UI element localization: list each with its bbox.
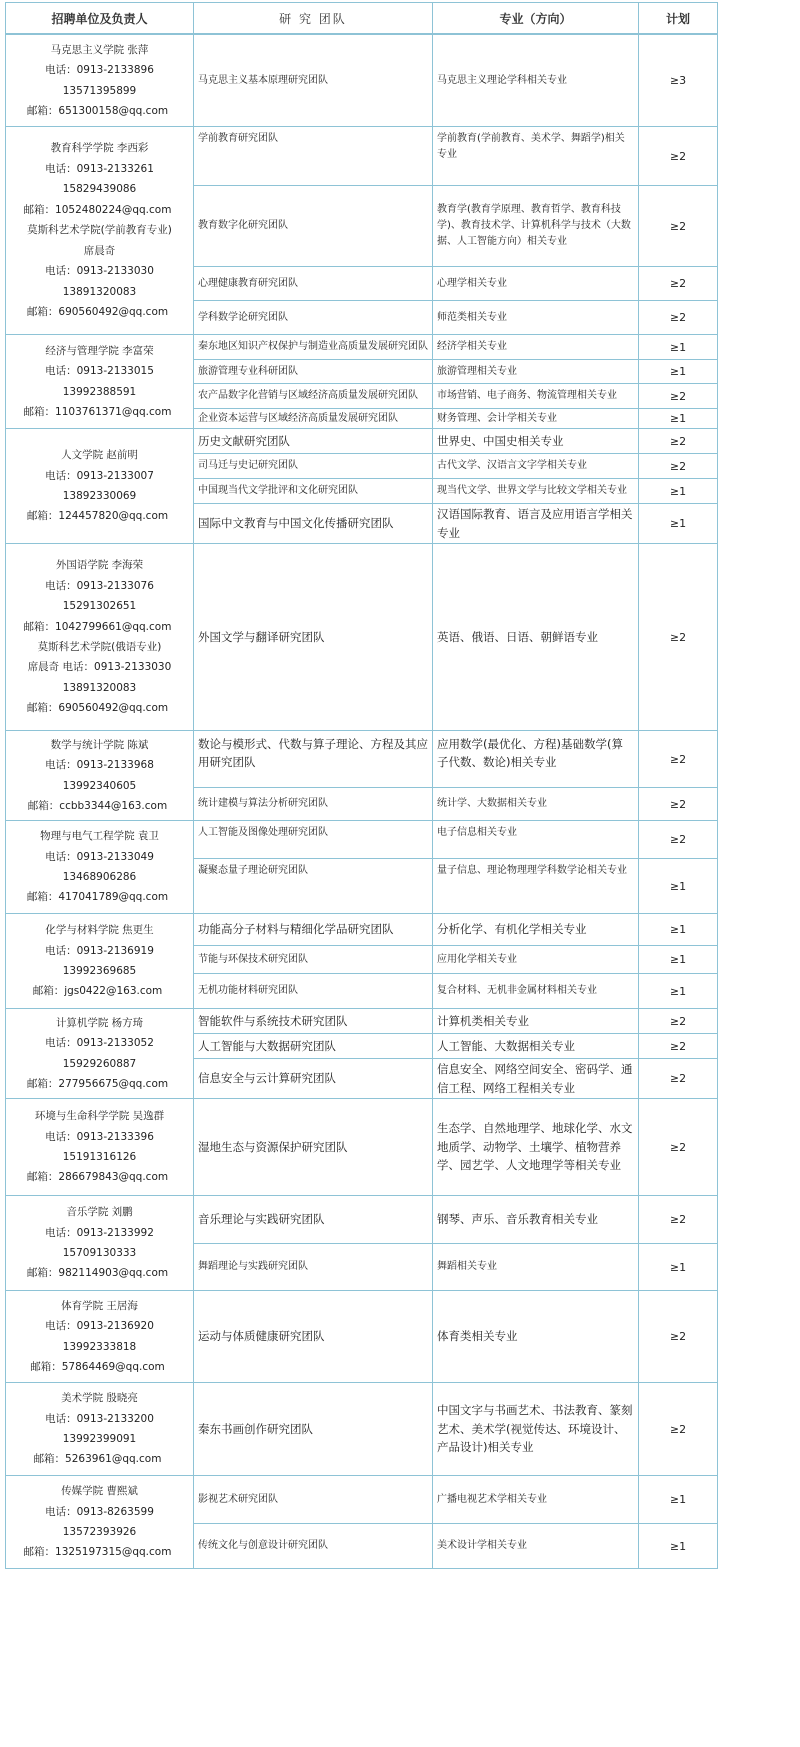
plan-cell: ≥1 bbox=[638, 1523, 718, 1569]
major-cell: 马克思主义理论学科相关专业 bbox=[432, 34, 639, 127]
unit-line: 电话：0913-2133076 bbox=[45, 579, 154, 592]
team-cell: 无机功能材料研究团队 bbox=[193, 973, 433, 1009]
plan-cell: ≥2 bbox=[638, 1058, 718, 1099]
major-cell: 学前教育(学前教育、美术学、舞蹈学)相关专业 bbox=[432, 126, 639, 186]
major-cell: 分析化学、有机化学相关专业 bbox=[432, 913, 639, 946]
unit-line: 15709130333 bbox=[62, 1247, 137, 1259]
unit-email: 邮箱：651300158@qq.com bbox=[26, 104, 169, 117]
unit-name: 环境与生命科学学院 吴逸群 bbox=[34, 1110, 165, 1123]
unit-name: 音乐学院 刘鹏 bbox=[66, 1206, 133, 1219]
team-cell: 外国文学与翻译研究团队 bbox=[193, 543, 433, 731]
plan-cell: ≥1 bbox=[638, 858, 718, 914]
unit-line: 13891320083 bbox=[62, 681, 137, 694]
major-cell: 信息安全、网络空间安全、密码学、通信工程、网络工程相关专业 bbox=[432, 1058, 639, 1099]
major-cell: 市场营销、电子商务、物流管理相关专业 bbox=[432, 383, 639, 409]
major-cell: 体育类相关专业 bbox=[432, 1290, 639, 1383]
unit-email: 邮箱：124457820@qq.com bbox=[26, 510, 169, 523]
team-cell: 统计建模与算法分析研究团队 bbox=[193, 787, 433, 821]
plan-cell: ≥1 bbox=[638, 973, 718, 1009]
unit-line: 电话：0913-2136919 bbox=[45, 944, 154, 957]
plan-cell: ≥1 bbox=[638, 478, 718, 504]
unit-cell bbox=[5, 126, 194, 335]
plan-cell: ≥2 bbox=[638, 787, 718, 821]
unit-email: 邮箱：1103761371@qq.com bbox=[23, 405, 172, 418]
team-cell: 农产品数字化营销与区域经济高质量发展研究团队 bbox=[193, 383, 433, 409]
unit-line: 13992333818 bbox=[62, 1340, 137, 1353]
unit-line: 电话：0913-2133052 bbox=[45, 1037, 154, 1050]
plan-cell: ≥2 bbox=[638, 266, 718, 301]
plan-cell: ≥1 bbox=[638, 503, 718, 544]
unit-cell bbox=[5, 1098, 194, 1196]
team-cell: 历史文献研究团队 bbox=[193, 428, 433, 454]
plan-cell: ≥2 bbox=[638, 1033, 718, 1059]
major-cell: 计算机类相关专业 bbox=[432, 1008, 639, 1034]
team-cell: 数论与模形式、代数与算子理论、方程及其应用研究团队 bbox=[193, 730, 433, 788]
unit-cell bbox=[5, 334, 194, 429]
team-cell: 影视艺术研究团队 bbox=[193, 1475, 433, 1524]
plan-cell: ≥2 bbox=[638, 543, 718, 731]
team-cell: 心理健康教育研究团队 bbox=[193, 266, 433, 301]
unit-email: 邮箱：57864469@qq.com bbox=[30, 1360, 165, 1373]
plan-cell: ≥2 bbox=[638, 453, 718, 479]
unit-line: 13892330069 bbox=[62, 490, 137, 502]
plan-cell: ≥2 bbox=[638, 1195, 718, 1244]
major-cell: 钢琴、声乐、音乐教育相关专业 bbox=[432, 1195, 639, 1244]
plan-cell: ≥1 bbox=[638, 408, 718, 429]
unit-line: 13891320083 bbox=[62, 285, 137, 298]
team-cell: 音乐理论与实践研究团队 bbox=[193, 1195, 433, 1244]
unit-line: 13992369685 bbox=[62, 965, 137, 977]
unit-cell bbox=[5, 34, 194, 127]
unit-line: 13992388591 bbox=[62, 385, 137, 398]
unit-line: 15829439086 bbox=[62, 183, 137, 196]
team-cell: 国际中文教育与中国文化传播研究团队 bbox=[193, 503, 433, 544]
unit-cell bbox=[5, 820, 194, 914]
major-cell: 财务管理、会计学相关专业 bbox=[432, 408, 639, 429]
team-cell: 运动与体质健康研究团队 bbox=[193, 1290, 433, 1383]
unit-cell bbox=[5, 913, 194, 1009]
unit-email: 邮箱：286679843@qq.com bbox=[26, 1171, 169, 1184]
unit-name: 数学与统计学院 陈斌 bbox=[50, 738, 149, 751]
major-cell: 美术设计学相关专业 bbox=[432, 1523, 639, 1569]
unit-name: 外国语学院 李海荣 bbox=[55, 559, 144, 572]
unit-email: 邮箱：690560492@qq.com bbox=[26, 306, 169, 319]
plan-cell: ≥2 bbox=[638, 1008, 718, 1034]
header-major: 专业（方向） bbox=[432, 2, 639, 34]
unit-line: 电话：0913-2136920 bbox=[45, 1320, 154, 1333]
plan-cell: ≥1 bbox=[638, 334, 718, 360]
major-cell: 旅游管理相关专业 bbox=[432, 359, 639, 384]
plan-cell: ≥1 bbox=[638, 945, 718, 974]
plan-cell: ≥2 bbox=[638, 126, 718, 186]
major-cell: 心理学相关专业 bbox=[432, 266, 639, 301]
unit-name: 物理与电气工程学院 袁卫 bbox=[40, 830, 159, 843]
team-cell: 中国现当代文学批评和文化研究团队 bbox=[193, 478, 433, 504]
major-cell: 复合材料、无机非金属材料相关专业 bbox=[432, 973, 639, 1009]
unit-line: 13468906286 bbox=[62, 871, 137, 883]
major-cell: 电子信息相关专业 bbox=[432, 820, 639, 859]
unit-line: 13992399091 bbox=[62, 1433, 137, 1445]
team-cell: 教育数字化研究团队 bbox=[193, 185, 433, 267]
team-cell: 湿地生态与资源保护研究团队 bbox=[193, 1098, 433, 1196]
plan-cell: ≥1 bbox=[638, 1243, 718, 1291]
team-cell: 学科数学论研究团队 bbox=[193, 300, 433, 335]
plan-cell: ≥2 bbox=[638, 383, 718, 409]
unit-line: 电话：0913-2133007 bbox=[45, 469, 154, 482]
major-cell: 现当代文学、世界文学与比较文学相关专业 bbox=[432, 478, 639, 504]
plan-cell: ≥1 bbox=[638, 1475, 718, 1524]
unit-name: 计算机学院 杨方琦 bbox=[55, 1016, 144, 1029]
unit-email: 邮箱：5263961@qq.com bbox=[33, 1453, 162, 1466]
major-cell: 师范类相关专业 bbox=[432, 300, 639, 335]
plan-cell: ≥2 bbox=[638, 185, 718, 267]
unit-name: 人文学院 赵前明 bbox=[61, 449, 138, 462]
unit-name: 马克思主义学院 张萍 bbox=[50, 43, 149, 56]
unit-email: 邮箱：ccbb3344@163.com bbox=[27, 799, 168, 812]
major-cell: 应用化学相关专业 bbox=[432, 945, 639, 974]
unit-name: 经济与管理学院 李富荣 bbox=[45, 344, 154, 357]
unit-line: 15929260887 bbox=[62, 1057, 137, 1070]
plan-cell: ≥2 bbox=[638, 820, 718, 859]
team-cell: 学前教育研究团队 bbox=[193, 126, 433, 186]
team-cell: 传统文化与创意设计研究团队 bbox=[193, 1523, 433, 1569]
major-cell: 统计学、大数据相关专业 bbox=[432, 787, 639, 821]
major-cell: 应用数学(最优化、方程)基础数学(算子代数、数论)相关专业 bbox=[432, 730, 639, 788]
major-cell: 生态学、自然地理学、地球化学、水文地质学、动物学、土壤学、植物营养学、园艺学、人文地理学等相关专业 bbox=[432, 1098, 639, 1196]
header-team: 研 究 团队 bbox=[193, 2, 433, 34]
unit-line: 莫斯科艺术学院(学前教育专业) bbox=[27, 224, 172, 237]
plan-cell: ≥2 bbox=[638, 1098, 718, 1196]
unit-email: 邮箱：1052480224@qq.com bbox=[23, 203, 172, 216]
major-cell: 量子信息、理论物理理学科数学论相关专业 bbox=[432, 858, 639, 914]
unit-line: 13572393926 bbox=[62, 1526, 137, 1538]
unit-cell bbox=[5, 1290, 194, 1383]
unit-name: 体育学院 王居海 bbox=[61, 1299, 138, 1312]
unit-line: 电话：0913-2133030 bbox=[45, 265, 154, 278]
team-cell: 舞蹈理论与实践研究团队 bbox=[193, 1243, 433, 1291]
plan-cell: ≥1 bbox=[638, 359, 718, 384]
unit-line: 莫斯科艺术学院(俄语专业) bbox=[37, 641, 162, 653]
unit-line: 电话：0913-2133896 bbox=[45, 64, 154, 77]
unit-line: 13992340605 bbox=[62, 779, 137, 792]
team-cell: 企业资本运营与区域经济高质量发展研究团队 bbox=[193, 408, 433, 429]
major-cell: 古代文学、汉语言文字学相关专业 bbox=[432, 453, 639, 479]
unit-cell bbox=[5, 1475, 194, 1569]
header-plan: 计划 bbox=[638, 2, 718, 34]
major-cell: 舞蹈相关专业 bbox=[432, 1243, 639, 1291]
unit-name: 美术学院 殷晓亮 bbox=[61, 1392, 138, 1405]
unit-cell bbox=[5, 543, 194, 731]
major-cell: 世界史、中国史相关专业 bbox=[432, 428, 639, 454]
unit-line: 电话：0913-2133992 bbox=[45, 1226, 154, 1239]
unit-name: 化学与材料学院 焦更生 bbox=[45, 924, 154, 937]
unit-email: 邮箱：1325197315@qq.com bbox=[23, 1546, 172, 1559]
team-cell: 人工智能与大数据研究团队 bbox=[193, 1033, 433, 1059]
major-cell: 中国文字与书画艺术、书法教育、篆刻艺术、美术学(视觉传达、环境设计、产品设计)相关专业 bbox=[432, 1382, 639, 1476]
team-cell: 节能与环保技术研究团队 bbox=[193, 945, 433, 974]
team-cell: 智能软件与系统技术研究团队 bbox=[193, 1008, 433, 1034]
plan-cell: ≥2 bbox=[638, 1382, 718, 1476]
team-cell: 信息安全与云计算研究团队 bbox=[193, 1058, 433, 1099]
plan-cell: ≥2 bbox=[638, 730, 718, 788]
unit-line: 15291302651 bbox=[62, 600, 137, 613]
plan-cell: ≥2 bbox=[638, 428, 718, 454]
team-cell: 司马迁与史记研究团队 bbox=[193, 453, 433, 479]
plan-cell: ≥1 bbox=[638, 913, 718, 946]
unit-line: 席晨奇 bbox=[83, 244, 116, 257]
team-cell: 旅游管理专业科研团队 bbox=[193, 359, 433, 384]
team-cell: 秦东书画创作研究团队 bbox=[193, 1382, 433, 1476]
unit-cell bbox=[5, 1195, 194, 1291]
unit-line: 电话：0913-8263599 bbox=[45, 1505, 154, 1518]
header-unit: 招聘单位及负责人 bbox=[5, 2, 194, 34]
unit-cell bbox=[5, 1382, 194, 1476]
plan-cell: ≥2 bbox=[638, 300, 718, 335]
major-cell: 汉语国际教育、语言及应用语言学相关专业 bbox=[432, 503, 639, 544]
team-cell: 马克思主义基本原理研究团队 bbox=[193, 34, 433, 127]
unit-line: 电话：0913-2133396 bbox=[45, 1130, 154, 1143]
unit-line: 15191316126 bbox=[62, 1151, 137, 1163]
major-cell: 英语、俄语、日语、朝鲜语专业 bbox=[432, 543, 639, 731]
team-cell: 人工智能及图像处理研究团队 bbox=[193, 820, 433, 859]
unit-line: 电话：0913-2133015 bbox=[45, 365, 154, 378]
team-cell: 秦东地区知识产权保护与制造业高质量发展研究团队 bbox=[193, 334, 433, 360]
major-cell: 教育学(教育学原理、教育哲学、教育科技学)、教育技术学、计算机科学与技术（大数据、人工智能方向）相关专业 bbox=[432, 185, 639, 267]
unit-cell bbox=[5, 1008, 194, 1099]
unit-line: 电话：0913-2133049 bbox=[45, 850, 154, 863]
major-cell: 经济学相关专业 bbox=[432, 334, 639, 360]
unit-line: 电话：0913-2133968 bbox=[45, 759, 154, 772]
unit-email: 邮箱：1042799661@qq.com bbox=[23, 620, 172, 633]
plan-cell: ≥2 bbox=[638, 1290, 718, 1383]
unit-line: 13571395899 bbox=[62, 84, 137, 97]
unit-cell bbox=[5, 730, 194, 821]
team-cell: 功能高分子材料与精细化学品研究团队 bbox=[193, 913, 433, 946]
unit-cell bbox=[5, 428, 194, 544]
major-cell: 广播电视艺术学相关专业 bbox=[432, 1475, 639, 1524]
unit-email: 邮箱：jgs0422@163.com bbox=[32, 985, 163, 998]
major-cell: 人工智能、大数据相关专业 bbox=[432, 1033, 639, 1059]
unit-line: 席晨奇 电话：0913-2133030 bbox=[27, 661, 172, 674]
plan-cell: ≥3 bbox=[638, 34, 718, 127]
unit-name: 传媒学院 曹熙斌 bbox=[61, 1485, 138, 1498]
unit-email: 邮箱：417041789@qq.com bbox=[26, 891, 169, 904]
unit-email: 邮箱：277956675@qq.com bbox=[26, 1077, 169, 1090]
unit-line: 电话：0913-2133200 bbox=[45, 1412, 154, 1425]
unit-line: 电话：0913-2133261 bbox=[45, 162, 154, 175]
team-cell: 凝聚态量子理论研究团队 bbox=[193, 858, 433, 914]
unit-email: 邮箱：982114903@qq.com bbox=[26, 1267, 169, 1280]
unit-email: 邮箱：690560492@qq.com bbox=[26, 702, 169, 715]
unit-name: 教育科学学院 李西彩 bbox=[50, 142, 149, 155]
